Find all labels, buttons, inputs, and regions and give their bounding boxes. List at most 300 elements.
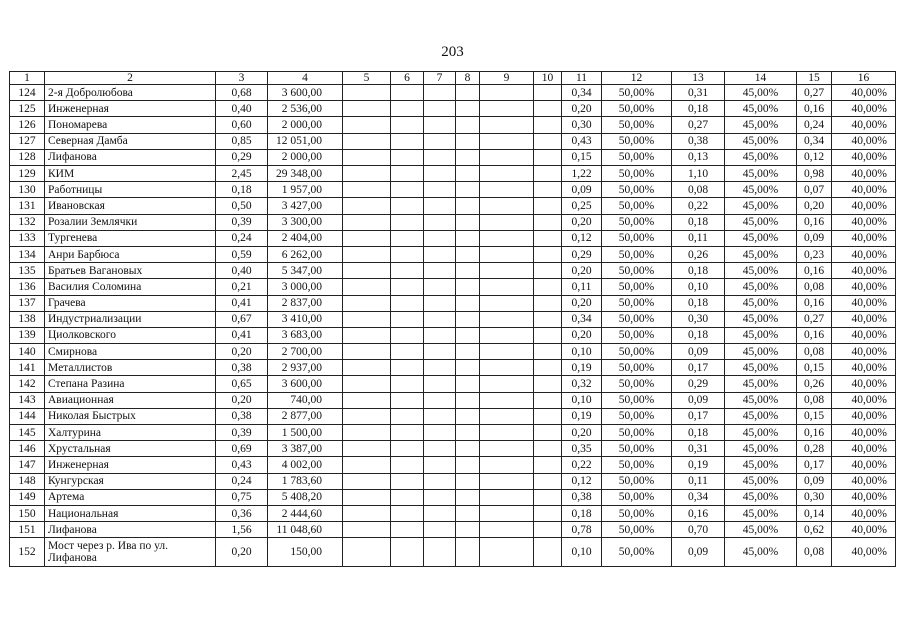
col11-cell: 0,20 <box>562 295 602 311</box>
col11-cell: 0,12 <box>562 230 602 246</box>
col11-cell: 0,20 <box>562 327 602 343</box>
col5-cell <box>343 149 391 165</box>
col16-cell: 40,00% <box>832 246 896 262</box>
col7-cell <box>424 327 456 343</box>
col3-cell: 0,40 <box>216 101 268 117</box>
street-name-cell: Грачева <box>45 295 216 311</box>
col4-cell: 29 348,00 <box>268 166 343 182</box>
table-row <box>10 198 896 214</box>
col6-cell <box>391 473 424 489</box>
col8-cell <box>456 538 480 567</box>
col9-cell <box>480 133 534 149</box>
col13-cell: 1,10 <box>672 166 725 182</box>
col16-cell: 40,00% <box>832 263 896 279</box>
col14-cell: 45,00% <box>725 214 797 230</box>
col4-cell: 1 783,60 <box>268 473 343 489</box>
col8-cell <box>456 182 480 198</box>
column-header: 10 <box>534 72 562 85</box>
col12-cell: 50,00% <box>602 279 672 295</box>
col15-cell: 0,08 <box>797 392 832 408</box>
col8-cell <box>456 133 480 149</box>
col12-cell: 50,00% <box>602 408 672 424</box>
col13-cell: 0,17 <box>672 408 725 424</box>
col14-cell: 45,00% <box>725 327 797 343</box>
col7-cell <box>424 538 456 567</box>
col5-cell <box>343 392 391 408</box>
col16-cell: 40,00% <box>832 311 896 327</box>
col7-cell <box>424 344 456 360</box>
col8-cell <box>456 101 480 117</box>
row-number-cell: 145 <box>10 425 45 441</box>
street-name-cell: Циолковского <box>45 327 216 343</box>
table-row <box>10 441 896 457</box>
col9-cell <box>480 538 534 567</box>
col5-cell <box>343 360 391 376</box>
col8-cell <box>456 376 480 392</box>
col4-cell: 12 051,00 <box>268 133 343 149</box>
col7-cell <box>424 85 456 101</box>
col10-cell <box>534 117 562 133</box>
col12-cell: 50,00% <box>602 230 672 246</box>
street-name-cell: Инженерная <box>45 101 216 117</box>
col4-cell: 5 347,00 <box>268 263 343 279</box>
street-name-cell: Ивановская <box>45 198 216 214</box>
col11-cell: 0,10 <box>562 538 602 567</box>
col15-cell: 0,16 <box>797 425 832 441</box>
col12-cell: 50,00% <box>602 489 672 505</box>
col7-cell <box>424 101 456 117</box>
col11-cell: 0,20 <box>562 101 602 117</box>
col11-cell: 0,19 <box>562 360 602 376</box>
col8-cell <box>456 166 480 182</box>
col10-cell <box>534 230 562 246</box>
col5-cell <box>343 538 391 567</box>
col10-cell <box>534 133 562 149</box>
street-name-cell: Василия Соломина <box>45 279 216 295</box>
street-name-cell: Мост через р. Ива по ул. Лифанова <box>45 538 216 567</box>
street-name-cell: Авиационная <box>45 392 216 408</box>
col13-cell: 0,29 <box>672 376 725 392</box>
col11-cell: 0,11 <box>562 279 602 295</box>
col6-cell <box>391 360 424 376</box>
street-name-cell: Смирнова <box>45 344 216 360</box>
row-number-cell: 138 <box>10 311 45 327</box>
col15-cell: 0,16 <box>797 327 832 343</box>
col7-cell <box>424 441 456 457</box>
col15-cell: 0,16 <box>797 263 832 279</box>
col8-cell <box>456 457 480 473</box>
col15-cell: 0,08 <box>797 279 832 295</box>
col15-cell: 0,27 <box>797 85 832 101</box>
col3-cell: 0,39 <box>216 425 268 441</box>
col16-cell: 40,00% <box>832 166 896 182</box>
col3-cell: 0,24 <box>216 473 268 489</box>
col14-cell: 45,00% <box>725 198 797 214</box>
table-row <box>10 246 896 262</box>
col4-cell: 2 404,00 <box>268 230 343 246</box>
col5-cell <box>343 230 391 246</box>
col13-cell: 0,26 <box>672 246 725 262</box>
col10-cell <box>534 182 562 198</box>
header-row <box>10 72 896 85</box>
col10-cell <box>534 85 562 101</box>
col6-cell <box>391 376 424 392</box>
col4-cell: 2 700,00 <box>268 344 343 360</box>
col6-cell <box>391 392 424 408</box>
row-number-cell: 129 <box>10 166 45 182</box>
col11-cell: 0,20 <box>562 425 602 441</box>
col3-cell: 0,68 <box>216 85 268 101</box>
col5-cell <box>343 85 391 101</box>
col3-cell: 0,65 <box>216 376 268 392</box>
col6-cell <box>391 538 424 567</box>
col13-cell: 0,18 <box>672 295 725 311</box>
col5-cell <box>343 441 391 457</box>
col8-cell <box>456 522 480 538</box>
col10-cell <box>534 311 562 327</box>
col14-cell: 45,00% <box>725 457 797 473</box>
col6-cell <box>391 425 424 441</box>
street-name-cell: Национальная <box>45 505 216 521</box>
col3-cell: 0,43 <box>216 457 268 473</box>
table-row <box>10 85 896 101</box>
col11-cell: 0,30 <box>562 117 602 133</box>
row-number-cell: 141 <box>10 360 45 376</box>
col14-cell: 45,00% <box>725 473 797 489</box>
col16-cell: 40,00% <box>832 295 896 311</box>
col13-cell: 0,11 <box>672 230 725 246</box>
col5-cell <box>343 505 391 521</box>
column-header: 3 <box>216 72 268 85</box>
row-number-cell: 142 <box>10 376 45 392</box>
street-name-cell: Розалии Землячки <box>45 214 216 230</box>
col11-cell: 0,35 <box>562 441 602 457</box>
col15-cell: 0,12 <box>797 149 832 165</box>
row-number-cell: 127 <box>10 133 45 149</box>
col14-cell: 45,00% <box>725 246 797 262</box>
col9-cell <box>480 230 534 246</box>
col12-cell: 50,00% <box>602 392 672 408</box>
col12-cell: 50,00% <box>602 457 672 473</box>
col14-cell: 45,00% <box>725 311 797 327</box>
col3-cell: 0,69 <box>216 441 268 457</box>
col6-cell <box>391 214 424 230</box>
col14-cell: 45,00% <box>725 376 797 392</box>
col4-cell: 2 444,60 <box>268 505 343 521</box>
col9-cell <box>480 489 534 505</box>
col3-cell: 0,41 <box>216 327 268 343</box>
col9-cell <box>480 457 534 473</box>
col5-cell <box>343 263 391 279</box>
col8-cell <box>456 311 480 327</box>
column-header: 16 <box>832 72 896 85</box>
col4-cell: 2 837,00 <box>268 295 343 311</box>
row-number-cell: 146 <box>10 441 45 457</box>
col9-cell <box>480 522 534 538</box>
col16-cell: 40,00% <box>832 522 896 538</box>
col8-cell <box>456 408 480 424</box>
street-name-cell: Пономарева <box>45 117 216 133</box>
row-number-cell: 147 <box>10 457 45 473</box>
row-number-cell: 150 <box>10 505 45 521</box>
col13-cell: 0,30 <box>672 311 725 327</box>
col14-cell: 45,00% <box>725 133 797 149</box>
col13-cell: 0,11 <box>672 473 725 489</box>
col8-cell <box>456 392 480 408</box>
col16-cell: 40,00% <box>832 149 896 165</box>
col5-cell <box>343 522 391 538</box>
row-number-cell: 139 <box>10 327 45 343</box>
col15-cell: 0,14 <box>797 505 832 521</box>
col4-cell: 3 600,00 <box>268 376 343 392</box>
col6-cell <box>391 327 424 343</box>
col9-cell <box>480 246 534 262</box>
col8-cell <box>456 360 480 376</box>
col16-cell: 40,00% <box>832 376 896 392</box>
street-name-cell: Артема <box>45 489 216 505</box>
col12-cell: 50,00% <box>602 117 672 133</box>
col5-cell <box>343 327 391 343</box>
col3-cell: 0,75 <box>216 489 268 505</box>
table-row <box>10 344 896 360</box>
table-row <box>10 263 896 279</box>
col9-cell <box>480 182 534 198</box>
col4-cell: 740,00 <box>268 392 343 408</box>
col7-cell <box>424 133 456 149</box>
col9-cell <box>480 473 534 489</box>
table-row <box>10 505 896 521</box>
col11-cell: 0,15 <box>562 149 602 165</box>
col6-cell <box>391 182 424 198</box>
street-name-cell: Тургенева <box>45 230 216 246</box>
col14-cell: 45,00% <box>725 344 797 360</box>
col7-cell <box>424 457 456 473</box>
col4-cell: 2 536,00 <box>268 101 343 117</box>
col12-cell: 50,00% <box>602 376 672 392</box>
row-number-cell: 144 <box>10 408 45 424</box>
col12-cell: 50,00% <box>602 327 672 343</box>
col3-cell: 0,40 <box>216 263 268 279</box>
col6-cell <box>391 489 424 505</box>
row-number-cell: 130 <box>10 182 45 198</box>
col8-cell <box>456 230 480 246</box>
col12-cell: 50,00% <box>602 85 672 101</box>
col5-cell <box>343 246 391 262</box>
col11-cell: 0,09 <box>562 182 602 198</box>
col13-cell: 0,22 <box>672 198 725 214</box>
col8-cell <box>456 279 480 295</box>
col9-cell <box>480 360 534 376</box>
col4-cell: 3 427,00 <box>268 198 343 214</box>
col8-cell <box>456 117 480 133</box>
col7-cell <box>424 311 456 327</box>
col7-cell <box>424 246 456 262</box>
col9-cell <box>480 425 534 441</box>
table-row <box>10 133 896 149</box>
col14-cell: 45,00% <box>725 360 797 376</box>
col3-cell: 0,59 <box>216 246 268 262</box>
col3-cell: 0,21 <box>216 279 268 295</box>
col7-cell <box>424 408 456 424</box>
table-row <box>10 522 896 538</box>
col7-cell <box>424 182 456 198</box>
col15-cell: 0,27 <box>797 311 832 327</box>
col10-cell <box>534 360 562 376</box>
col12-cell: 50,00% <box>602 505 672 521</box>
col7-cell <box>424 198 456 214</box>
col13-cell: 0,38 <box>672 133 725 149</box>
col16-cell: 40,00% <box>832 408 896 424</box>
street-name-cell: КИМ <box>45 166 216 182</box>
col15-cell: 0,28 <box>797 441 832 457</box>
col6-cell <box>391 295 424 311</box>
row-number-cell: 125 <box>10 101 45 117</box>
column-header: 9 <box>480 72 534 85</box>
col4-cell: 2 937,00 <box>268 360 343 376</box>
col11-cell: 0,10 <box>562 344 602 360</box>
col5-cell <box>343 473 391 489</box>
col11-cell: 0,20 <box>562 263 602 279</box>
col12-cell: 50,00% <box>602 149 672 165</box>
table-row <box>10 166 896 182</box>
col7-cell <box>424 522 456 538</box>
street-name-cell: Халтурина <box>45 425 216 441</box>
col14-cell: 45,00% <box>725 166 797 182</box>
col16-cell: 40,00% <box>832 230 896 246</box>
col6-cell <box>391 230 424 246</box>
col13-cell: 0,09 <box>672 392 725 408</box>
street-name-cell: Индустриализации <box>45 311 216 327</box>
col9-cell <box>480 505 534 521</box>
col10-cell <box>534 538 562 567</box>
col7-cell <box>424 279 456 295</box>
col9-cell <box>480 327 534 343</box>
col9-cell <box>480 311 534 327</box>
col12-cell: 50,00% <box>602 263 672 279</box>
col3-cell: 1,56 <box>216 522 268 538</box>
row-number-cell: 124 <box>10 85 45 101</box>
col13-cell: 0,17 <box>672 360 725 376</box>
col16-cell: 40,00% <box>832 327 896 343</box>
col10-cell <box>534 246 562 262</box>
col13-cell: 0,16 <box>672 505 725 521</box>
col15-cell: 0,24 <box>797 117 832 133</box>
street-name-cell: Николая Быстрых <box>45 408 216 424</box>
col12-cell: 50,00% <box>602 214 672 230</box>
col8-cell <box>456 327 480 343</box>
col14-cell: 45,00% <box>725 230 797 246</box>
col5-cell <box>343 425 391 441</box>
col6-cell <box>391 101 424 117</box>
col6-cell <box>391 149 424 165</box>
col16-cell: 40,00% <box>832 214 896 230</box>
col14-cell: 45,00% <box>725 182 797 198</box>
col4-cell: 2 877,00 <box>268 408 343 424</box>
col3-cell: 0,36 <box>216 505 268 521</box>
table-row <box>10 473 896 489</box>
street-name-cell: Северная Дамба <box>45 133 216 149</box>
col16-cell: 40,00% <box>832 279 896 295</box>
col10-cell <box>534 149 562 165</box>
col14-cell: 45,00% <box>725 425 797 441</box>
table-row <box>10 182 896 198</box>
col13-cell: 0,18 <box>672 425 725 441</box>
col4-cell: 3 410,00 <box>268 311 343 327</box>
col10-cell <box>534 376 562 392</box>
col10-cell <box>534 392 562 408</box>
col15-cell: 0,07 <box>797 182 832 198</box>
col8-cell <box>456 505 480 521</box>
col5-cell <box>343 489 391 505</box>
table-row <box>10 311 896 327</box>
col4-cell: 3 300,00 <box>268 214 343 230</box>
col6-cell <box>391 441 424 457</box>
col4-cell: 5 408,20 <box>268 489 343 505</box>
col4-cell: 3 000,00 <box>268 279 343 295</box>
col7-cell <box>424 473 456 489</box>
row-number-cell: 140 <box>10 344 45 360</box>
col6-cell <box>391 133 424 149</box>
col6-cell <box>391 263 424 279</box>
col5-cell <box>343 133 391 149</box>
col10-cell <box>534 166 562 182</box>
col9-cell <box>480 214 534 230</box>
col8-cell <box>456 263 480 279</box>
col15-cell: 0,15 <box>797 360 832 376</box>
col10-cell <box>534 295 562 311</box>
col10-cell <box>534 279 562 295</box>
column-header: 4 <box>268 72 343 85</box>
column-header: 5 <box>343 72 391 85</box>
col9-cell <box>480 263 534 279</box>
col16-cell: 40,00% <box>832 344 896 360</box>
col10-cell <box>534 198 562 214</box>
col14-cell: 45,00% <box>725 441 797 457</box>
col13-cell: 0,70 <box>672 522 725 538</box>
row-number-cell: 136 <box>10 279 45 295</box>
col7-cell <box>424 230 456 246</box>
col8-cell <box>456 198 480 214</box>
col4-cell: 3 387,00 <box>268 441 343 457</box>
street-name-cell: 2-я Добролюбова <box>45 85 216 101</box>
col14-cell: 45,00% <box>725 522 797 538</box>
row-number-cell: 135 <box>10 263 45 279</box>
col3-cell: 2,45 <box>216 166 268 182</box>
street-name-cell: Лифанова <box>45 522 216 538</box>
col6-cell <box>391 311 424 327</box>
col12-cell: 50,00% <box>602 344 672 360</box>
col12-cell: 50,00% <box>602 246 672 262</box>
col8-cell <box>456 214 480 230</box>
col4-cell: 2 000,00 <box>268 149 343 165</box>
col16-cell: 40,00% <box>832 117 896 133</box>
col3-cell: 0,38 <box>216 408 268 424</box>
col14-cell: 45,00% <box>725 408 797 424</box>
row-number-cell: 133 <box>10 230 45 246</box>
col16-cell: 40,00% <box>832 392 896 408</box>
col5-cell <box>343 311 391 327</box>
page-number: 203 <box>441 44 464 60</box>
col15-cell: 0,23 <box>797 246 832 262</box>
col10-cell <box>534 522 562 538</box>
col7-cell <box>424 505 456 521</box>
col10-cell <box>534 263 562 279</box>
col14-cell: 45,00% <box>725 279 797 295</box>
col6-cell <box>391 246 424 262</box>
col9-cell <box>480 344 534 360</box>
col14-cell: 45,00% <box>725 392 797 408</box>
table-row <box>10 295 896 311</box>
